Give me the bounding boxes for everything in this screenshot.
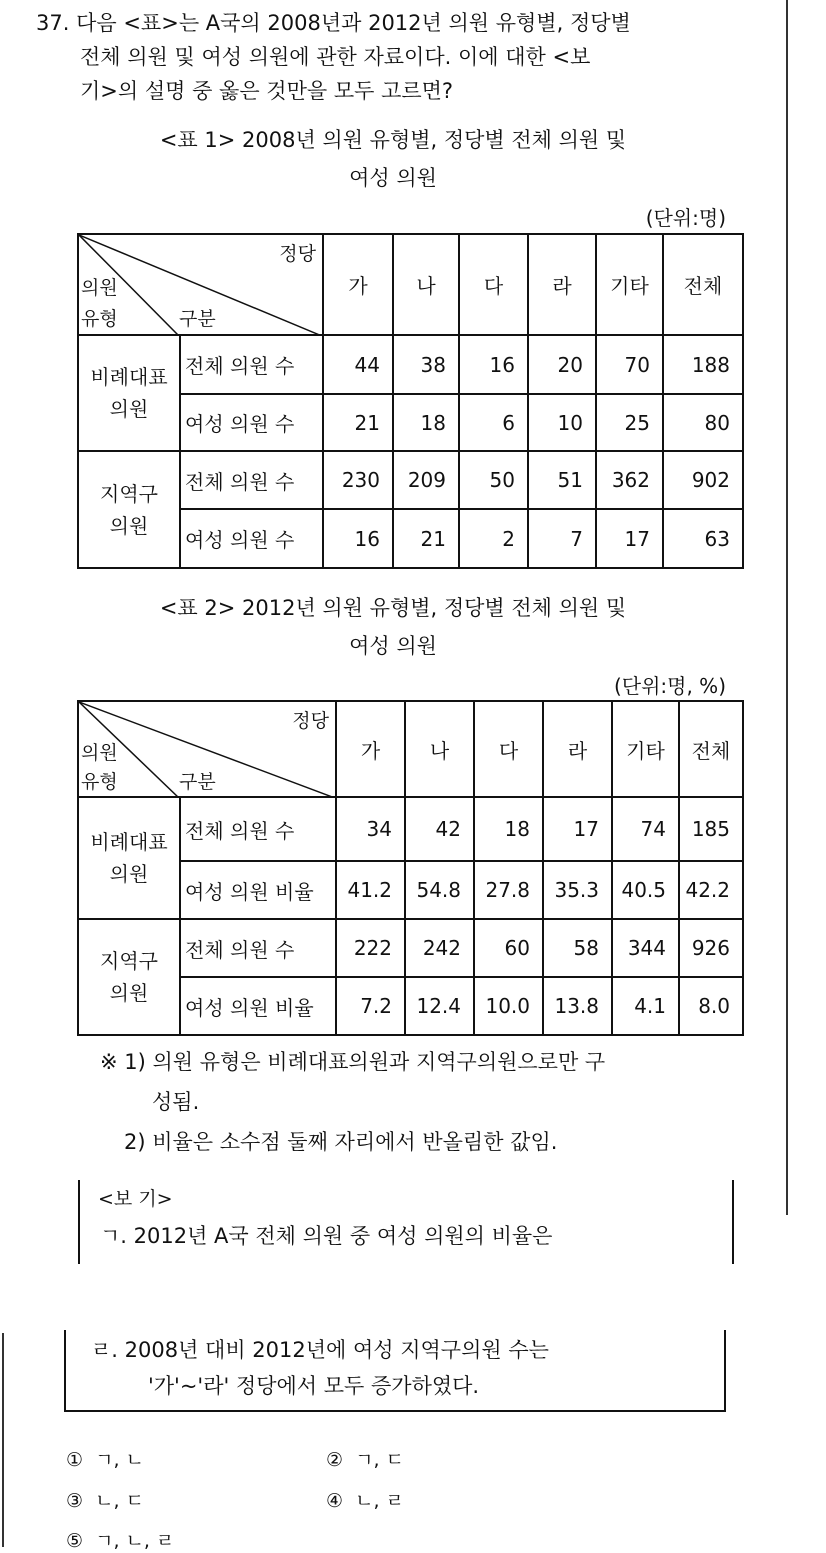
choice-text: ㄱ, ㄴ, ㄹ bbox=[95, 1530, 175, 1552]
value-cell: 2 bbox=[459, 509, 528, 568]
value-cell: 10 bbox=[528, 394, 596, 451]
value-cell: 54.8 bbox=[405, 861, 474, 919]
column-header: 가 bbox=[336, 701, 405, 797]
column-header: 전체 bbox=[663, 234, 743, 335]
row-label: 전체 의원 수 bbox=[180, 335, 323, 394]
choice-text: ㄱ, ㄴ bbox=[95, 1449, 144, 1471]
question-number: 37. bbox=[36, 11, 70, 35]
bogi-item-d-line1: ㄹ. 2008년 대비 2012년에 여성 지역구의원 수는 bbox=[91, 1338, 549, 1362]
value-cell: 63 bbox=[663, 509, 743, 568]
value-cell: 17 bbox=[596, 509, 663, 568]
value-cell: 18 bbox=[393, 394, 459, 451]
row-label: 전체 의원 수 bbox=[180, 797, 336, 861]
corner-party-label: 정당 bbox=[279, 243, 316, 265]
table2-table bbox=[77, 700, 744, 1036]
table2-title-line1: <표 2> 2012년 의원 유형별, 정당별 전체 의원 및 bbox=[159, 596, 627, 620]
value-cell: 38 bbox=[393, 335, 459, 394]
row-label: 전체 의원 수 bbox=[180, 919, 336, 977]
column-header: 나 bbox=[393, 234, 459, 335]
row-label: 여성 의원 비율 bbox=[180, 861, 336, 919]
corner-header-cell bbox=[78, 234, 323, 335]
choice-text: ㄴ, ㄷ bbox=[95, 1490, 144, 1512]
row-label: 여성 의원 수 bbox=[180, 509, 323, 568]
corner-party-label: 정당 bbox=[292, 710, 329, 732]
value-cell: 35.3 bbox=[543, 861, 612, 919]
bogi-box-bottom-fragment bbox=[64, 1330, 726, 1412]
row-label: 여성 의원 비율 bbox=[180, 977, 336, 1035]
corner-type-label-2: 유형 bbox=[81, 307, 118, 330]
table1-title-line2: 여성 의원 bbox=[349, 166, 437, 190]
choice-number: ② bbox=[326, 1449, 344, 1471]
value-cell: 222 bbox=[336, 919, 405, 977]
answer-choice-5[interactable] bbox=[66, 1526, 174, 1553]
column-header: 전체 bbox=[679, 701, 743, 797]
question-stem bbox=[36, 6, 766, 108]
bogi-box-left-border bbox=[78, 1180, 80, 1264]
value-cell: 42.2 bbox=[679, 861, 743, 919]
member-type-cell: 지역구 의원 bbox=[78, 919, 180, 1035]
corner-category-label: 구분 bbox=[179, 307, 216, 330]
member-type-cell: 비례대표 의원 bbox=[78, 797, 180, 919]
page-column-divider-lower bbox=[2, 1333, 4, 1547]
choice-number: ③ bbox=[66, 1490, 84, 1512]
value-cell: 16 bbox=[459, 335, 528, 394]
value-cell: 74 bbox=[612, 797, 679, 861]
value-cell: 7.2 bbox=[336, 977, 405, 1035]
table2-title-line2: 여성 의원 bbox=[349, 634, 437, 658]
answer-choice-3[interactable] bbox=[66, 1486, 144, 1513]
value-cell: 20 bbox=[528, 335, 596, 394]
value-cell: 17 bbox=[543, 797, 612, 861]
value-cell: 51 bbox=[528, 451, 596, 509]
value-cell: 7 bbox=[528, 509, 596, 568]
corner-header-cell bbox=[78, 701, 336, 797]
column-header: 나 bbox=[405, 701, 474, 797]
choice-text: ㄱ, ㄷ bbox=[355, 1449, 404, 1471]
table2-unit: (단위:명, %) bbox=[613, 674, 726, 698]
value-cell: 209 bbox=[393, 451, 459, 509]
value-cell: 188 bbox=[663, 335, 743, 394]
answer-choice-2[interactable] bbox=[326, 1445, 404, 1472]
table-row bbox=[78, 335, 743, 394]
bogi-box-top-fragment bbox=[78, 1180, 734, 1264]
value-cell: 4.1 bbox=[612, 977, 679, 1035]
corner-category-label: 구분 bbox=[179, 771, 216, 794]
column-header: 다 bbox=[474, 701, 543, 797]
value-cell: 40.5 bbox=[612, 861, 679, 919]
value-cell: 344 bbox=[612, 919, 679, 977]
question-text-line2: 전체 의원 및 여성 의원에 관한 자료이다. 이에 대한 <보 bbox=[80, 45, 591, 69]
choice-number: ⑤ bbox=[66, 1530, 84, 1552]
value-cell: 185 bbox=[679, 797, 743, 861]
column-header: 라 bbox=[543, 701, 612, 797]
corner-type-label-1: 의원 bbox=[81, 277, 118, 300]
bogi-item-a: ㄱ. 2012년 A국 전체 의원 중 여성 의원의 비율은 bbox=[100, 1224, 553, 1248]
table-row bbox=[78, 797, 743, 861]
value-cell: 926 bbox=[679, 919, 743, 977]
question-text-line3: 기>의 설명 중 옳은 것만을 모두 고르면? bbox=[80, 79, 454, 103]
value-cell: 10.0 bbox=[474, 977, 543, 1035]
value-cell: 50 bbox=[459, 451, 528, 509]
member-type-cell: 비례대표 의원 bbox=[78, 335, 180, 451]
column-header: 기타 bbox=[612, 701, 679, 797]
answer-choice-1[interactable] bbox=[66, 1445, 144, 1472]
question-text-line1: 다음 <표>는 A국의 2008년과 2012년 의원 유형별, 정당별 bbox=[76, 11, 631, 35]
value-cell: 8.0 bbox=[679, 977, 743, 1035]
column-header: 라 bbox=[528, 234, 596, 335]
note-1: ※ 1) 의원 유형은 비례대표의원과 지역구의원으로만 구 bbox=[100, 1050, 606, 1074]
value-cell: 34 bbox=[336, 797, 405, 861]
value-cell: 16 bbox=[323, 509, 393, 568]
column-header: 기타 bbox=[596, 234, 663, 335]
value-cell: 44 bbox=[323, 335, 393, 394]
value-cell: 13.8 bbox=[543, 977, 612, 1035]
note-1-cont: 성됨. bbox=[152, 1090, 200, 1114]
choice-number: ④ bbox=[326, 1490, 344, 1512]
row-label: 전체 의원 수 bbox=[180, 451, 323, 509]
value-cell: 42 bbox=[405, 797, 474, 861]
value-cell: 21 bbox=[393, 509, 459, 568]
column-header: 가 bbox=[323, 234, 393, 335]
value-cell: 41.2 bbox=[336, 861, 405, 919]
table1-title-line1: <표 1> 2008년 의원 유형별, 정당별 전체 의원 및 bbox=[159, 128, 627, 152]
value-cell: 80 bbox=[663, 394, 743, 451]
choice-number: ① bbox=[66, 1449, 84, 1471]
answer-choice-4[interactable] bbox=[326, 1486, 404, 1513]
value-cell: 12.4 bbox=[405, 977, 474, 1035]
choice-text: ㄴ, ㄹ bbox=[355, 1490, 404, 1512]
row-label: 여성 의원 수 bbox=[180, 394, 323, 451]
value-cell: 902 bbox=[663, 451, 743, 509]
note-2: 2) 비율은 소수점 둘째 자리에서 반올림한 값임. bbox=[124, 1130, 558, 1154]
table-row bbox=[78, 919, 743, 977]
value-cell: 70 bbox=[596, 335, 663, 394]
bogi-title: <보 기> bbox=[98, 1188, 173, 1210]
value-cell: 25 bbox=[596, 394, 663, 451]
value-cell: 362 bbox=[596, 451, 663, 509]
value-cell: 60 bbox=[474, 919, 543, 977]
value-cell: 18 bbox=[474, 797, 543, 861]
bogi-box-right-border bbox=[732, 1180, 734, 1264]
value-cell: 242 bbox=[405, 919, 474, 977]
corner-type-label-1: 의원 bbox=[81, 742, 118, 765]
bogi-item-d-line2: '가'~'라' 정당에서 모두 증가하였다. bbox=[148, 1374, 480, 1398]
value-cell: 58 bbox=[543, 919, 612, 977]
table1-unit: (단위:명) bbox=[645, 206, 726, 230]
column-header: 다 bbox=[459, 234, 528, 335]
value-cell: 21 bbox=[323, 394, 393, 451]
table-row bbox=[78, 451, 743, 509]
value-cell: 27.8 bbox=[474, 861, 543, 919]
corner-type-label-2: 유형 bbox=[81, 771, 118, 794]
member-type-cell: 지역구 의원 bbox=[78, 451, 180, 568]
value-cell: 230 bbox=[323, 451, 393, 509]
table1-table bbox=[77, 233, 744, 569]
value-cell: 6 bbox=[459, 394, 528, 451]
